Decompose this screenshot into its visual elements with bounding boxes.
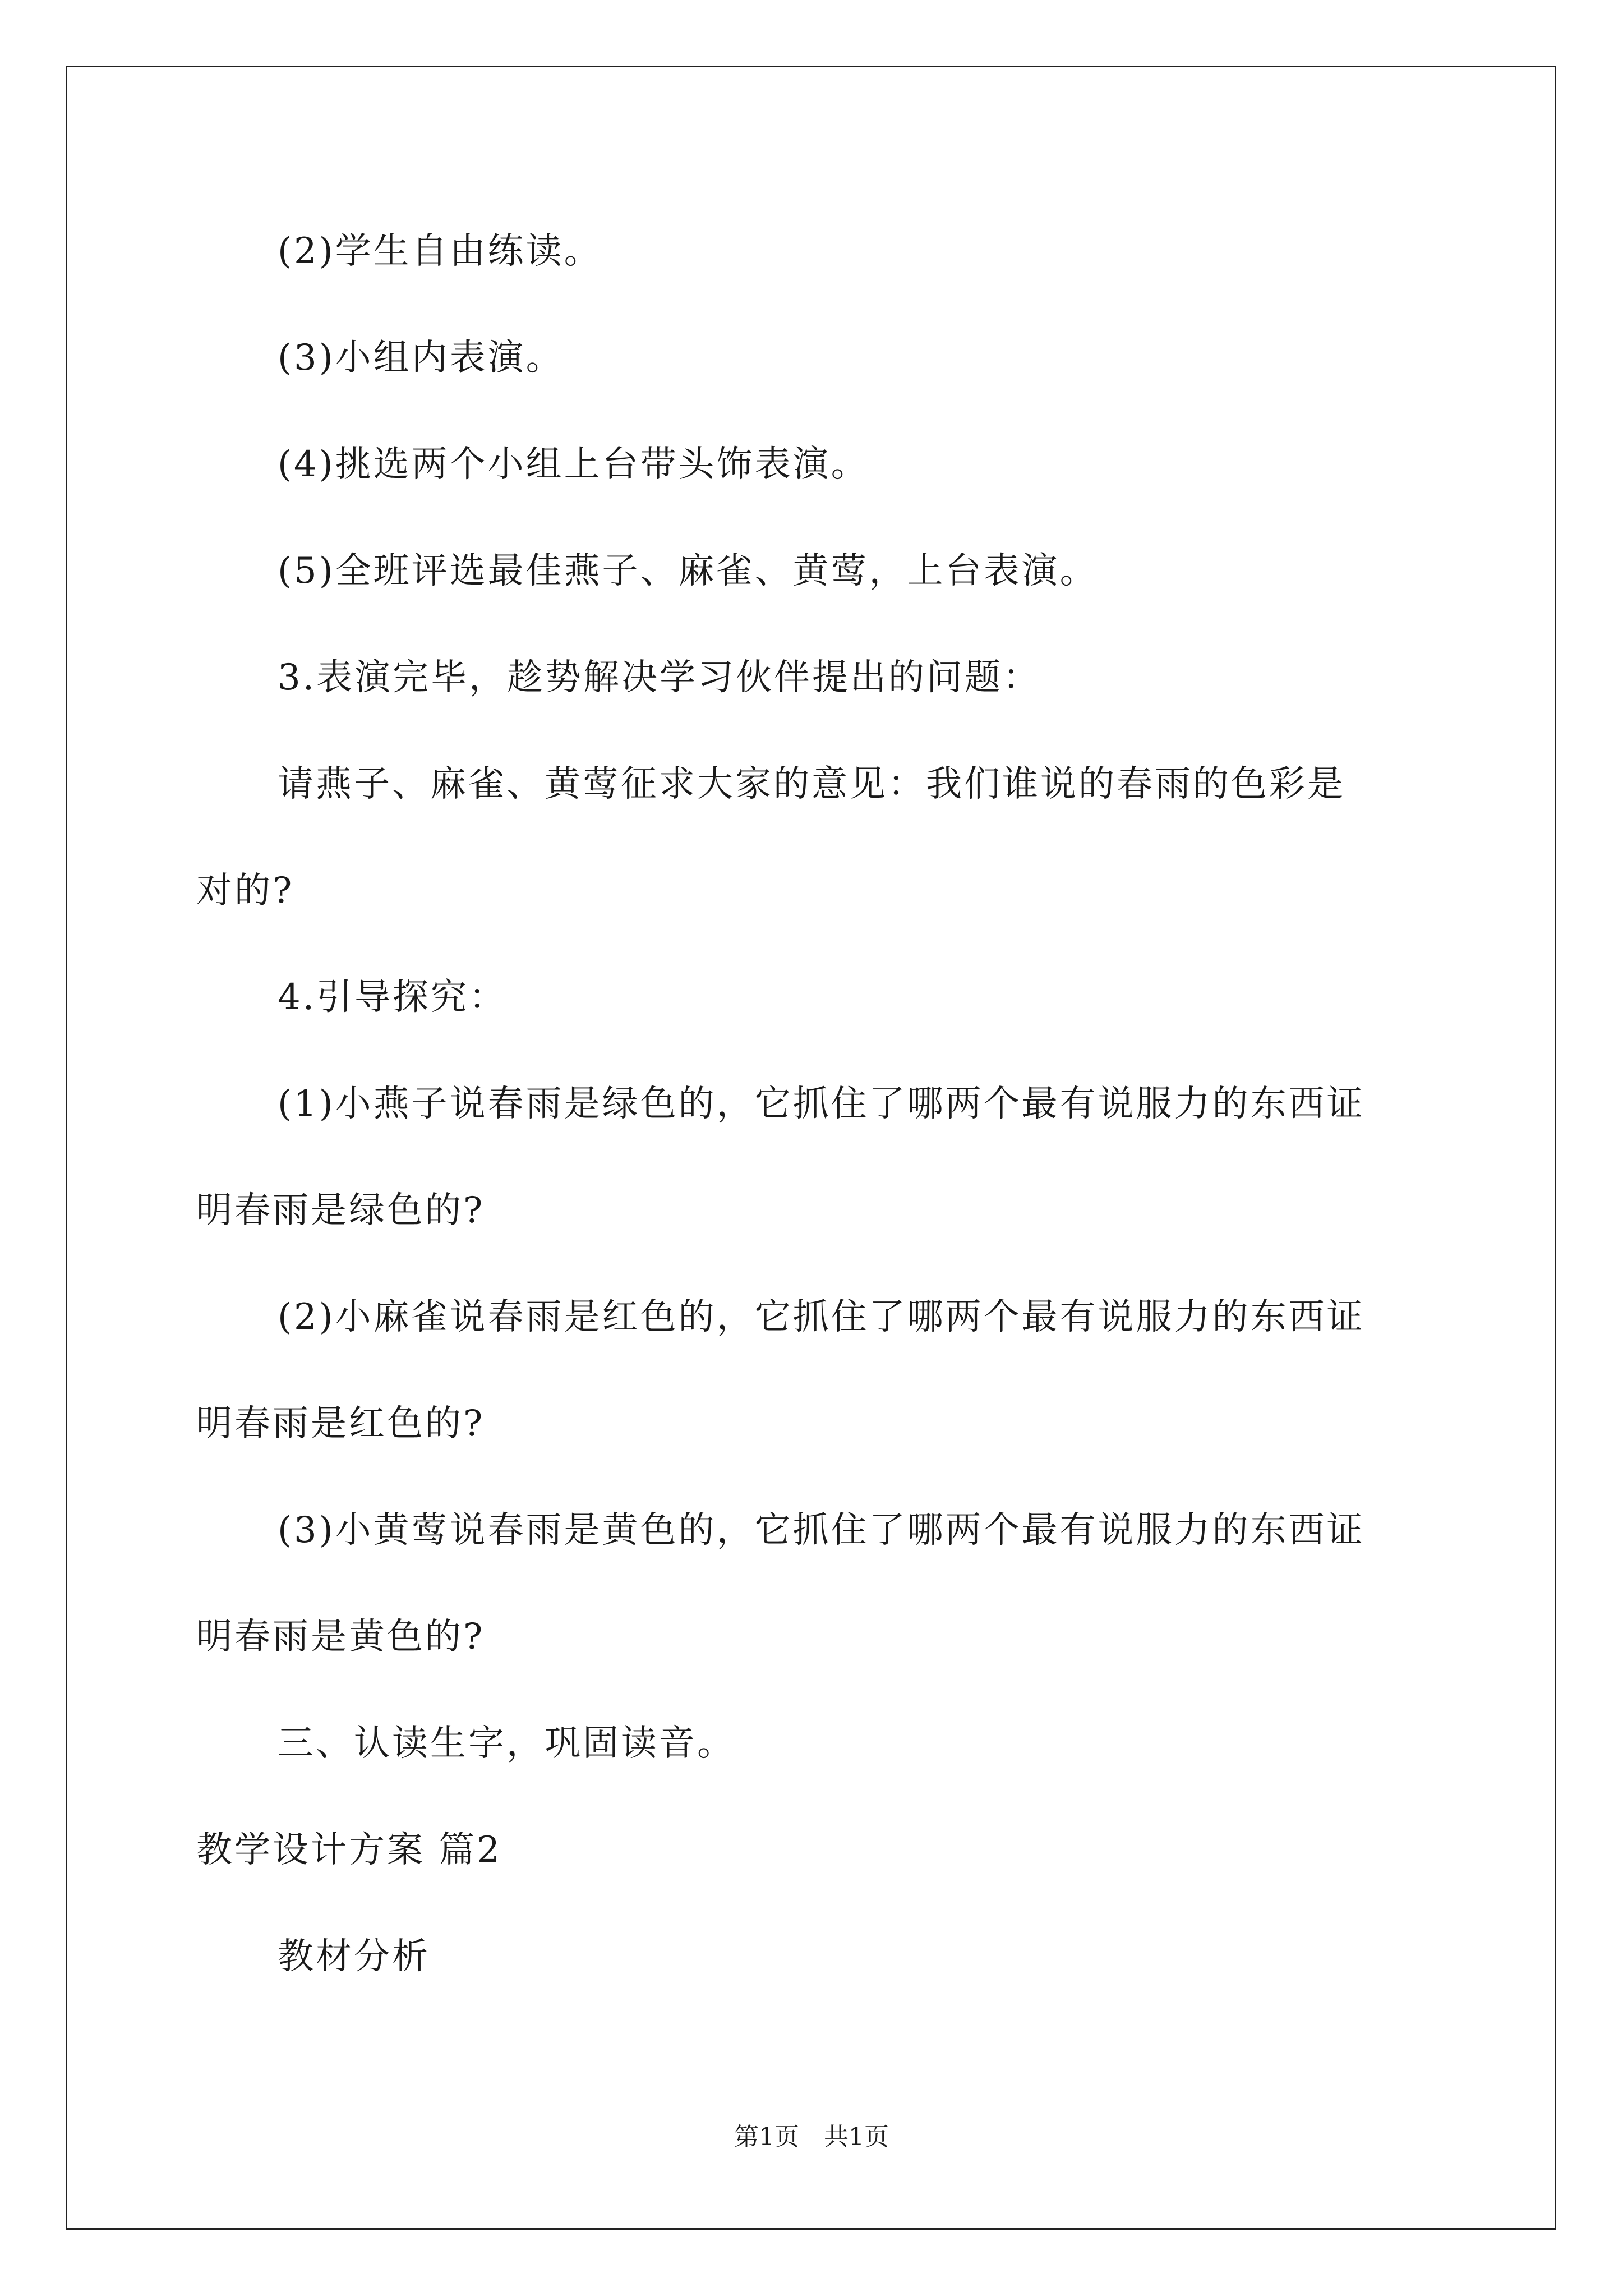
paragraph-line: 明春雨是黄色的? [196, 1616, 485, 1658]
paragraph-line: (2)小麻雀说春雨是红色的，它抓住了哪两个最有说服力的东西证 [278, 1296, 1365, 1338]
paragraph-line: (3)小黄莺说春雨是黄色的，它抓住了哪两个最有说服力的东西证 [278, 1510, 1365, 1551]
paragraph-line: 对的? [196, 870, 294, 912]
paragraph-line: (1)小燕子说春雨是绿色的，它抓住了哪两个最有说服力的东西证 [278, 1083, 1365, 1125]
paragraph-line: (3)小组内表演。 [278, 337, 564, 379]
paragraph-line: (2)学生自由练读。 [278, 231, 602, 272]
paragraph-line: 明春雨是绿色的? [196, 1190, 485, 1231]
paragraph-line: 三、认读生字，巩固读音。 [278, 1723, 735, 1764]
paragraph-line: 3.表演完毕，趁势解决学习伙伴提出的问题： [278, 657, 1041, 698]
paragraph-line: 4.引导探究： [278, 977, 508, 1018]
subsection-heading: 教材分析 [278, 1936, 430, 1977]
section-heading: 教学设计方案 篇2 [196, 1829, 502, 1871]
page-border [66, 66, 1556, 2230]
paragraph-line: (4)挑选两个小组上台带头饰表演。 [278, 444, 869, 485]
paragraph-line: (5)全班评选最佳燕子、麻雀、黄莺，上台表演。 [278, 550, 1098, 592]
paragraph-line: 请燕子、麻雀、黄莺征求大家的意见：我们谁说的春雨的色彩是 [278, 763, 1345, 805]
page-footer: 第1页 共1页 [734, 2123, 889, 2151]
paragraph-line: 明春雨是红色的? [196, 1403, 485, 1444]
